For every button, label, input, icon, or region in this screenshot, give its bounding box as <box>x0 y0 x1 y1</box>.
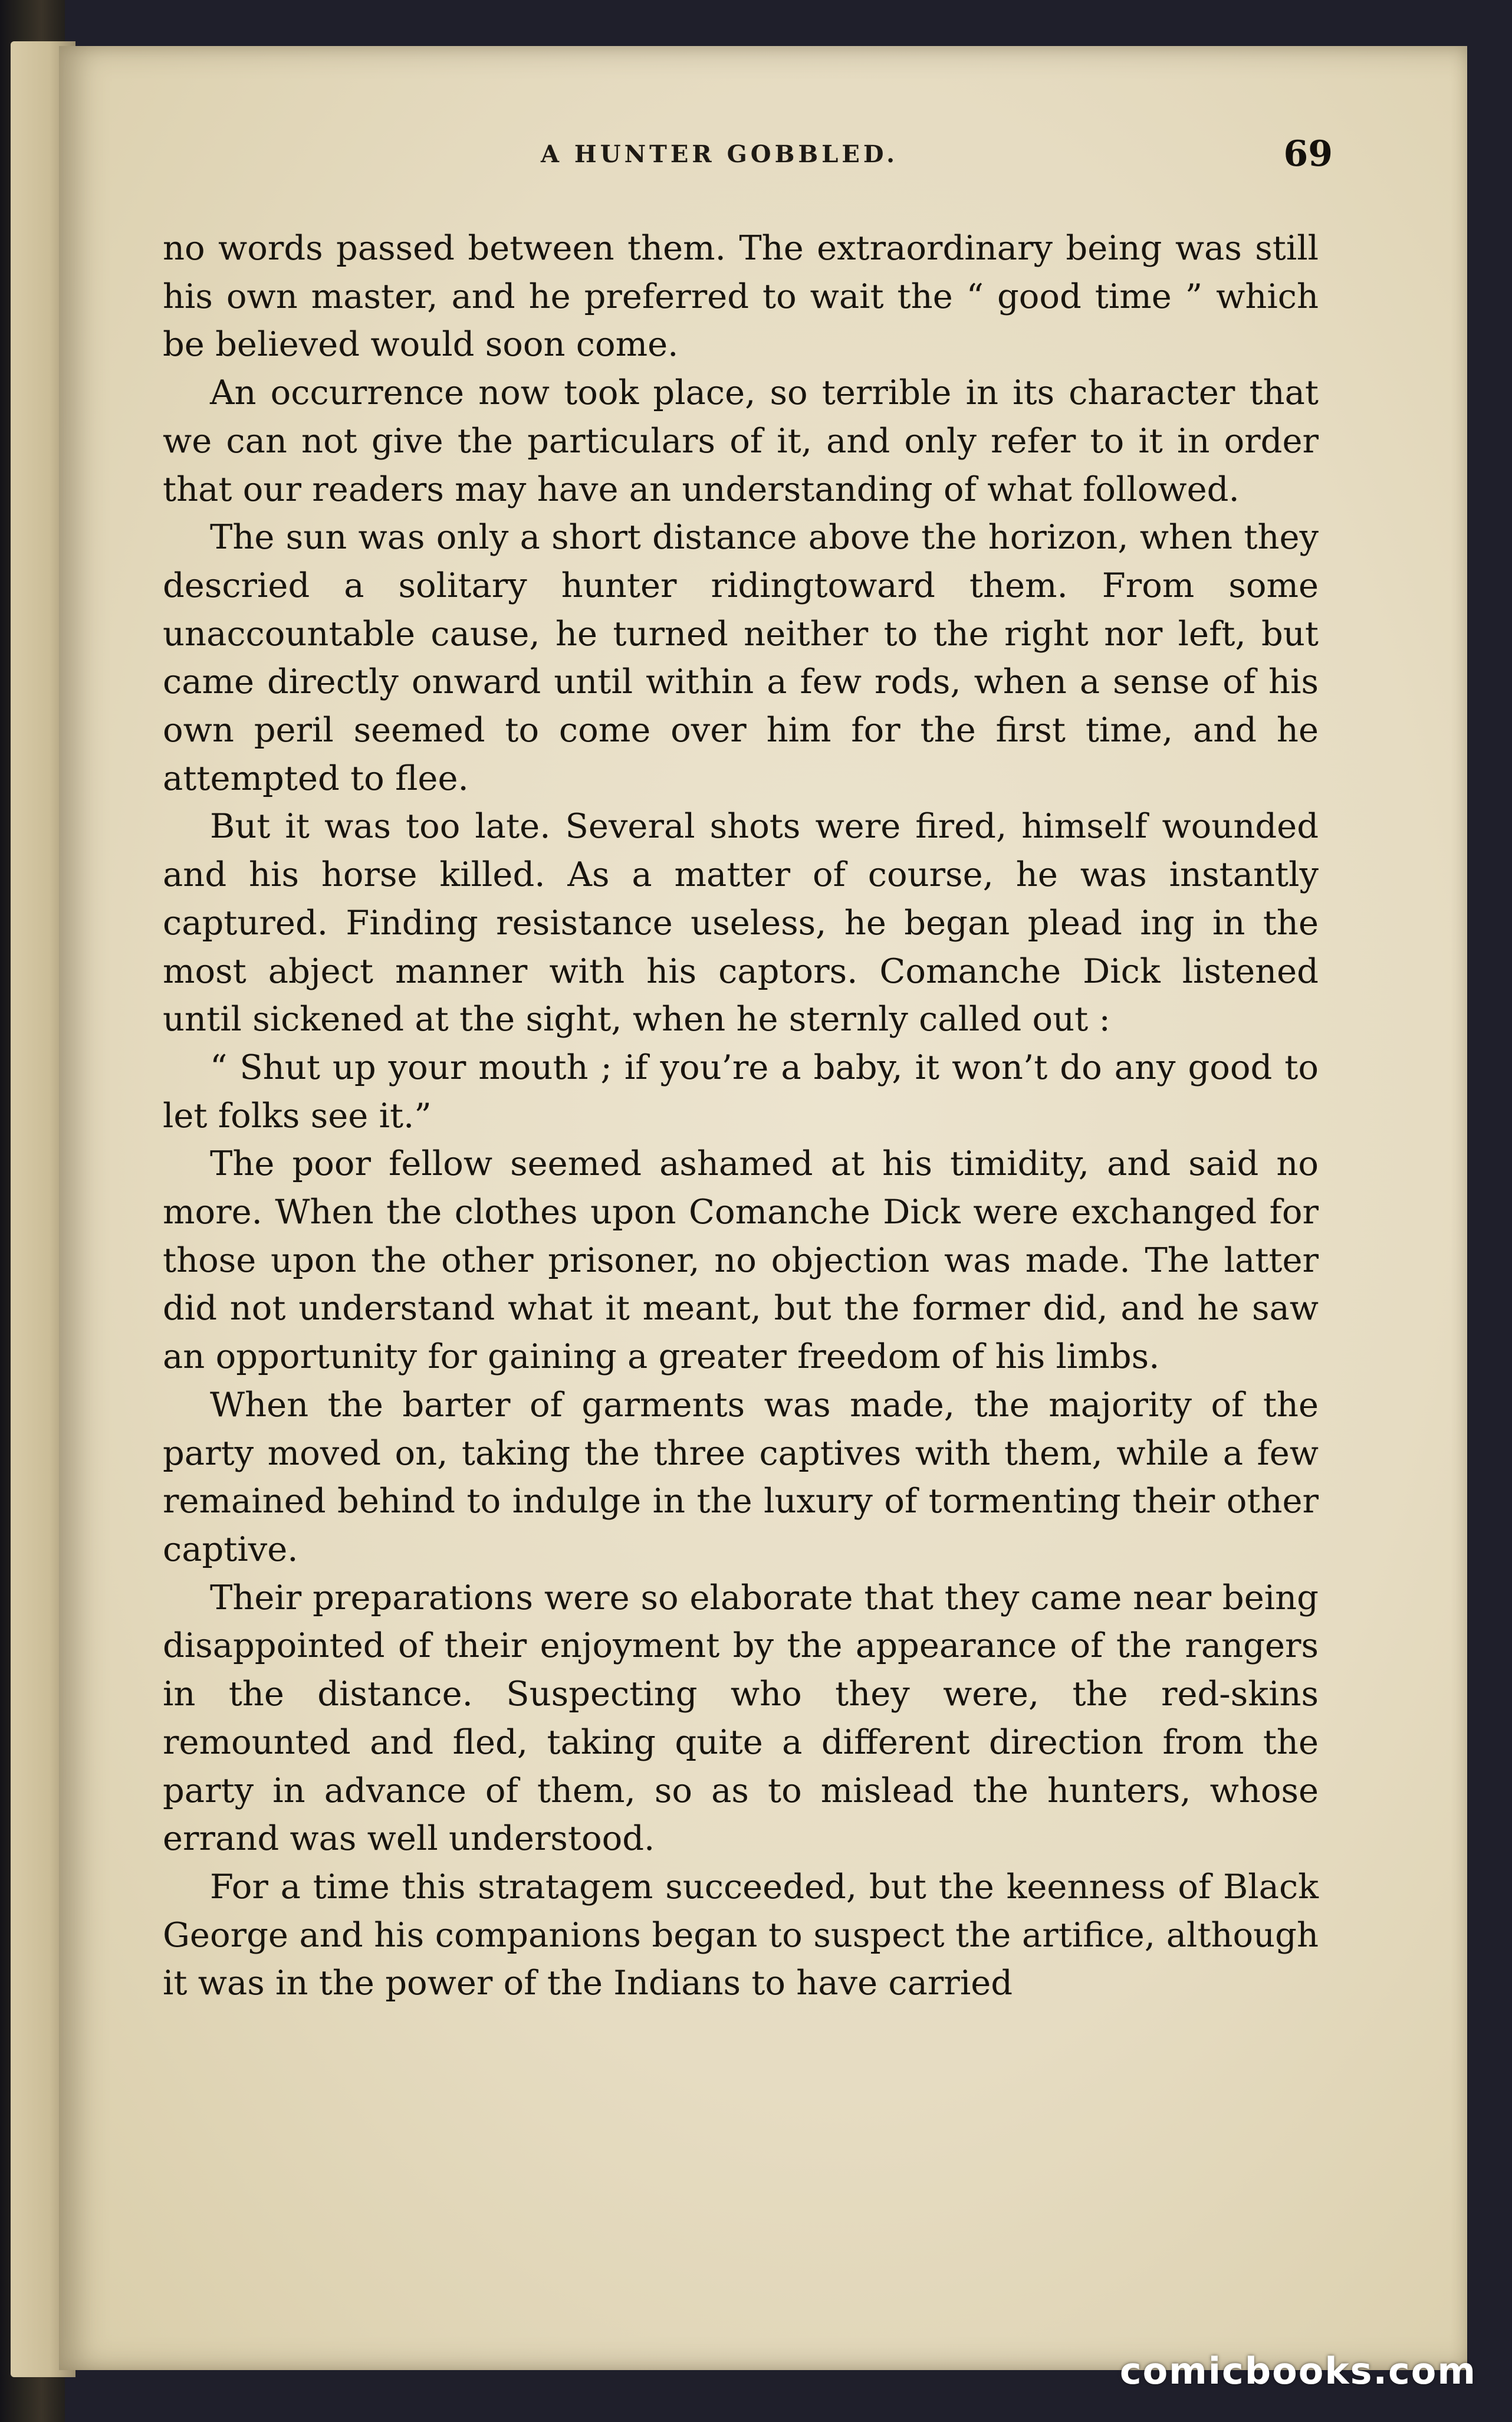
running-title: A HUNTER GOBBLED. <box>540 140 899 168</box>
paragraph: Their preparations were so elaborate that they came near being disappointed of their enjoyment by the appearance of the rangers in the distance. Suspecting who they were, the red-skins remounted and fled, taking quite a different direction from the party in advance of them, so as to mislead the hunters, whose errand was well understood. <box>163 1577 1319 1859</box>
paragraph: For a time this stratagem succeeded, but the keenness of Black George and his companions began to suspect the artifice, although it was in the power of the Indians to have carried <box>163 1866 1319 2003</box>
page-number: 69 <box>1283 133 1333 175</box>
paragraph: The sun was only a short distance above the horizon, when they descried a solitary hunter ridingtoward them. From some unaccountable cause, he turned neither to the right nor left, but came directly onward until within a few rods, when a sense of his own peril seemed to come over him for the first time, and he attempted to flee. <box>163 517 1319 798</box>
body-text <box>163 224 1319 2007</box>
paragraph: But it was too late. Several shots were fired, himself wounded and his horse killed. As a matter of course, he was instantly captured. Finding resistance useless, he began plead ing in the most abject manner with his captors. Comanche Dick listened until sickened at the sight, when he sternly called out : <box>163 806 1319 1039</box>
paragraph: When the barter of garments was made, the majority of the party moved on, taking the three captives with them, while a few remained behind to indulge in the luxury of tormenting their other captive. <box>163 1384 1319 1569</box>
paragraph-quote: “ Shut up your mouth ; if you’re a baby, it won’t do any good to let folks see it.” <box>163 1047 1319 1135</box>
page-header <box>106 133 1333 190</box>
paragraph: An occurrence now took place, so terrible in its character that we can not give the particulars of it, and only refer to it in order that our readers may have an understanding of what followed. <box>163 373 1319 509</box>
site-watermark: comicbooks.com <box>1119 2349 1477 2393</box>
paragraph: The poor fellow seemed ashamed at his timidity, and said no more. When the clothes upon Comanche Dick were exchanged for those upon the other prisoner, no objection was made. The latter did not understand what it meant, but the former did, and he saw an opportunity for gaining a greater freedom of his limbs. <box>163 1144 1319 1377</box>
paragraph-continuation: no words passed between them. The extraordinary being was still his own master, and he preferred to wait the “ good time ” which be believed would soon come. <box>163 228 1319 365</box>
